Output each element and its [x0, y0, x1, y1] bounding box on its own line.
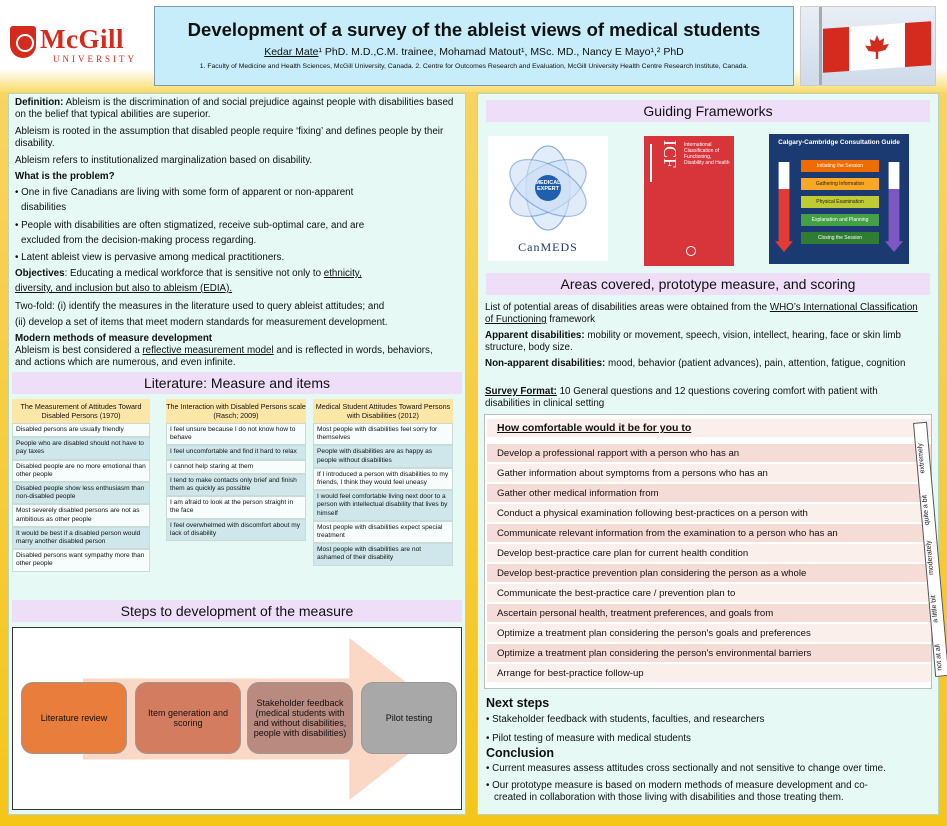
calgary-cambridge-guide	[769, 134, 909, 264]
poster-title: Development of a survey of the ableist views of medical students	[187, 19, 761, 40]
mcgill-logo	[8, 26, 148, 70]
literature-column-3	[313, 399, 453, 566]
calgary-step: Explanation and Planning	[801, 214, 879, 226]
calgary-title: Calgary-Cambridge Consultation Guide	[778, 139, 900, 146]
literature-item: I would feel comfortable living next door to a person with intellectual disability that lives by himself	[313, 490, 453, 521]
relationship-arrow	[885, 162, 903, 252]
structure-arrow	[775, 162, 793, 252]
table-row: Gather other medical information from	[487, 484, 931, 503]
nonapparent-disabilities: Non-apparent disabilities: mood, behavior (patient advances), pain, attention, fatigue, cognition	[485, 358, 906, 369]
literature-item: Most people with disabilities feel sorry for themselves	[313, 423, 453, 445]
next-step-1: • Stakeholder feedback with students, faculties, and researchers	[486, 714, 765, 725]
objectives-cont: diversity, and inclusion but also to ableism (EDIA).	[15, 283, 233, 294]
literature-item: Disabled people show less enthusiasm than non-disabled people	[12, 482, 150, 504]
table-row: Optimize a treatment plan considering the person's environmental barriers	[487, 644, 931, 663]
other-authors: ¹ PhD. M.D.,C.M. trainee, Mohamad Matout¹, MSc. MD., Nancy E Mayo¹,² PhD	[318, 46, 684, 58]
literature-item: I feel overwhelmed with discomfort about my lack of disability	[166, 519, 306, 541]
conclusion-1: • Current measures assess attitudes cross sectionally and not sensitive to change over time.	[486, 763, 886, 774]
icf-title: ICF	[660, 140, 680, 169]
literature-item: It would be best if a disabled person would marry another disabled person	[12, 527, 150, 549]
step-pilot-testing: Pilot testing	[361, 682, 457, 754]
crest-icon	[10, 26, 36, 58]
literature-item: I feel unsure because I do not know how to behave	[166, 423, 306, 445]
next-step-2: • Pilot testing of measure with medical students	[486, 733, 691, 744]
frameworks-heading: Guiding Frameworks	[486, 100, 930, 122]
literature-item: Disabled people are no more emotional than other people	[12, 460, 150, 482]
definition: Definition: Ableism is the discrimination of and social prejudice against people with disabilities based on the belief that typical abilities are superior.	[15, 97, 454, 121]
logo-subtitle: UNIVERSITY	[53, 54, 137, 64]
table-row: Conduct a physical examination following best-practices on a person with	[487, 504, 931, 523]
column-title: Medical Student Attitudes Toward Persons with Disabilities (2012)	[313, 399, 453, 423]
literature-item: People who are disabled should not have to pay taxes	[12, 437, 150, 459]
step-literature-review: Literature review	[21, 682, 127, 754]
bullet-1b: disabilities	[21, 202, 67, 213]
steps-diagram	[12, 627, 462, 810]
literature-item: People with disabilities are as happy as people without disabilities	[313, 445, 453, 467]
bullet-3: • Latent ableist view is pervasive among medical practitioners.	[15, 252, 285, 263]
literature-item: Most people with disabilities expect special treatment	[313, 521, 453, 543]
table-heading: How comfortable would it be for you to	[487, 419, 931, 438]
apparent-disabilities: Apparent disabilities: mobility or movement, speech, vision, intellect, hearing, face or skin limb structure, body size.	[485, 330, 901, 354]
literature-item: Disabled persons want sympathy more than other people	[12, 549, 150, 571]
literature-item: I am afraid to look at the person straight in the face	[166, 496, 306, 518]
literature-item: Disabled persons are usually friendly	[12, 423, 150, 437]
calgary-step: Initiating the Session	[801, 160, 879, 172]
flag-pole	[819, 7, 822, 86]
calgary-step: Gathering Information	[801, 178, 879, 190]
bullet-1: • One in five Canadians are living with some form of apparent or non-apparent	[15, 187, 354, 198]
steps-heading: Steps to development of the measure	[12, 600, 462, 622]
column-title: The Interaction with Disabled Persons scale (Rasch; 2009)	[166, 399, 306, 423]
canada-flag-image	[800, 6, 936, 86]
conclusion-heading: Conclusion	[486, 746, 555, 760]
scale-label: not at all	[934, 643, 944, 671]
table-row: Communicate relevant information from the examination to a person who has an	[487, 524, 931, 543]
bullet-2: • People with disabilities are often stigmatized, receive sub-optimal care, and are	[15, 220, 365, 231]
calgary-step: Physical Examination	[801, 196, 879, 208]
modern-text: Ableism is best considered a reflective measurement model and is reflected in words, behaviors, and actions which are numerous, and even infinite.	[15, 345, 433, 369]
affiliations: 1. Faculty of Medicine and Health Sciences, McGill University, Canada. 2. Centre for Outcomes Research and Evaluation, McGill University Health Centre Research Institute, Canada.	[199, 63, 749, 70]
scale-label: a little bit	[930, 594, 940, 624]
literature-item: If I introduced a person with disabilities to my friends, I think they would feel uneasy	[313, 468, 453, 490]
left-panel	[8, 93, 466, 815]
title-box	[154, 6, 794, 86]
table-row: Develop best-practice prevention plan considering the person as a whole	[487, 564, 931, 583]
twofold-1: Two-fold: (i) identify the measures in the literature used to query ableist attitudes; and	[15, 301, 385, 312]
literature-item: I cannot help staring at them	[166, 460, 306, 474]
canmeds-label: CanMEDS	[518, 240, 578, 254]
step-stakeholder-feedback: Stakeholder feedback (medical students with and without disabilities, people with disabilities)	[247, 682, 353, 754]
icf-subtitle: International Classification of Functioning, Disability and Health	[684, 142, 730, 166]
modern-heading: Modern methods of measure development	[15, 333, 213, 344]
logo-wordmark: McGill	[40, 24, 124, 54]
who-emblem-icon	[686, 246, 696, 256]
literature-item: I tend to make contacts only brief and finish them as quickly as possible	[166, 474, 306, 496]
table-row: Arrange for best-practice follow-up	[487, 664, 931, 683]
table-row: Optimize a treatment plan considering the person's goals and preferences	[487, 624, 931, 643]
intro-p2: Ableism is rooted in the assumption that disabled people require ‘fixing’ and defines people by their disability.	[15, 126, 444, 150]
conclusion-2b: created in collaboration with those living with disabilities and those treating them.	[494, 792, 844, 803]
intro-p3: Ableism refers to institutionalized marginalization based on disability.	[15, 155, 313, 166]
literature-column-1	[12, 399, 150, 572]
table-row: Develop best-practice care plan for current health condition	[487, 544, 931, 563]
twofold-2: (ii) develop a set of items that meet modern standards for measurement development.	[15, 317, 388, 328]
table-row: Gather information about symptoms from a persons who has an	[487, 464, 931, 483]
step-item-generation: Item generation and scoring	[135, 682, 241, 754]
scale-label: extremely	[916, 442, 927, 474]
scale-label: moderately	[925, 540, 936, 576]
scale-label: quite a bit	[921, 494, 931, 526]
areas-heading: Areas covered, prototype measure, and scoring	[486, 273, 930, 295]
objectives: Objectives: Educating a medical workforce that is sensitive not only to ethnicity,	[15, 268, 362, 279]
problem-heading: What is the problem?	[15, 171, 115, 182]
areas-intro: List of potential areas of disabilities areas were obtained from the WHO’s International Classification of Functioning framework	[485, 302, 918, 326]
survey-format: Survey Format: 10 General questions and 12 questions covering comfort with patient with disabilities in clinical setting	[485, 386, 878, 410]
canmeds-center-label: MEDICAL EXPERT	[535, 180, 561, 192]
column-title: The Measurement of Attitudes Toward Disabled Persons (1970)	[12, 399, 150, 423]
table-row: Communicate the best-practice care / prevention plan to	[487, 584, 931, 603]
table-row: Ascertain personal health, treatment preferences, and goals from	[487, 604, 931, 623]
literature-heading: Literature: Measure and items	[12, 372, 462, 394]
authors	[155, 46, 793, 58]
bullet-2b: excluded from the decision-making process regarding.	[21, 235, 257, 246]
first-author: Kedar Mate	[264, 46, 319, 58]
literature-item: Most people with disabilities are not ashamed of their disability	[313, 543, 453, 565]
calgary-step: Closing the Session	[801, 232, 879, 244]
table-row: Develop a professional rapport with a person who has an	[487, 444, 931, 463]
right-panel	[477, 93, 944, 815]
literature-column-2	[166, 399, 306, 541]
conclusion-2a: • Our prototype measure is based on modern methods of measure development and co-	[486, 780, 868, 791]
literature-item: I feel uncomfortable and find it hard to relax	[166, 445, 306, 459]
flag-cloth	[823, 21, 931, 73]
icf-book-cover	[644, 136, 734, 266]
prototype-measure-table	[484, 414, 944, 689]
canmeds-diagram	[488, 136, 608, 261]
next-steps-heading: Next steps	[486, 696, 550, 710]
literature-item: Most severely disabled persons are not as ambitious as other people	[12, 504, 150, 526]
